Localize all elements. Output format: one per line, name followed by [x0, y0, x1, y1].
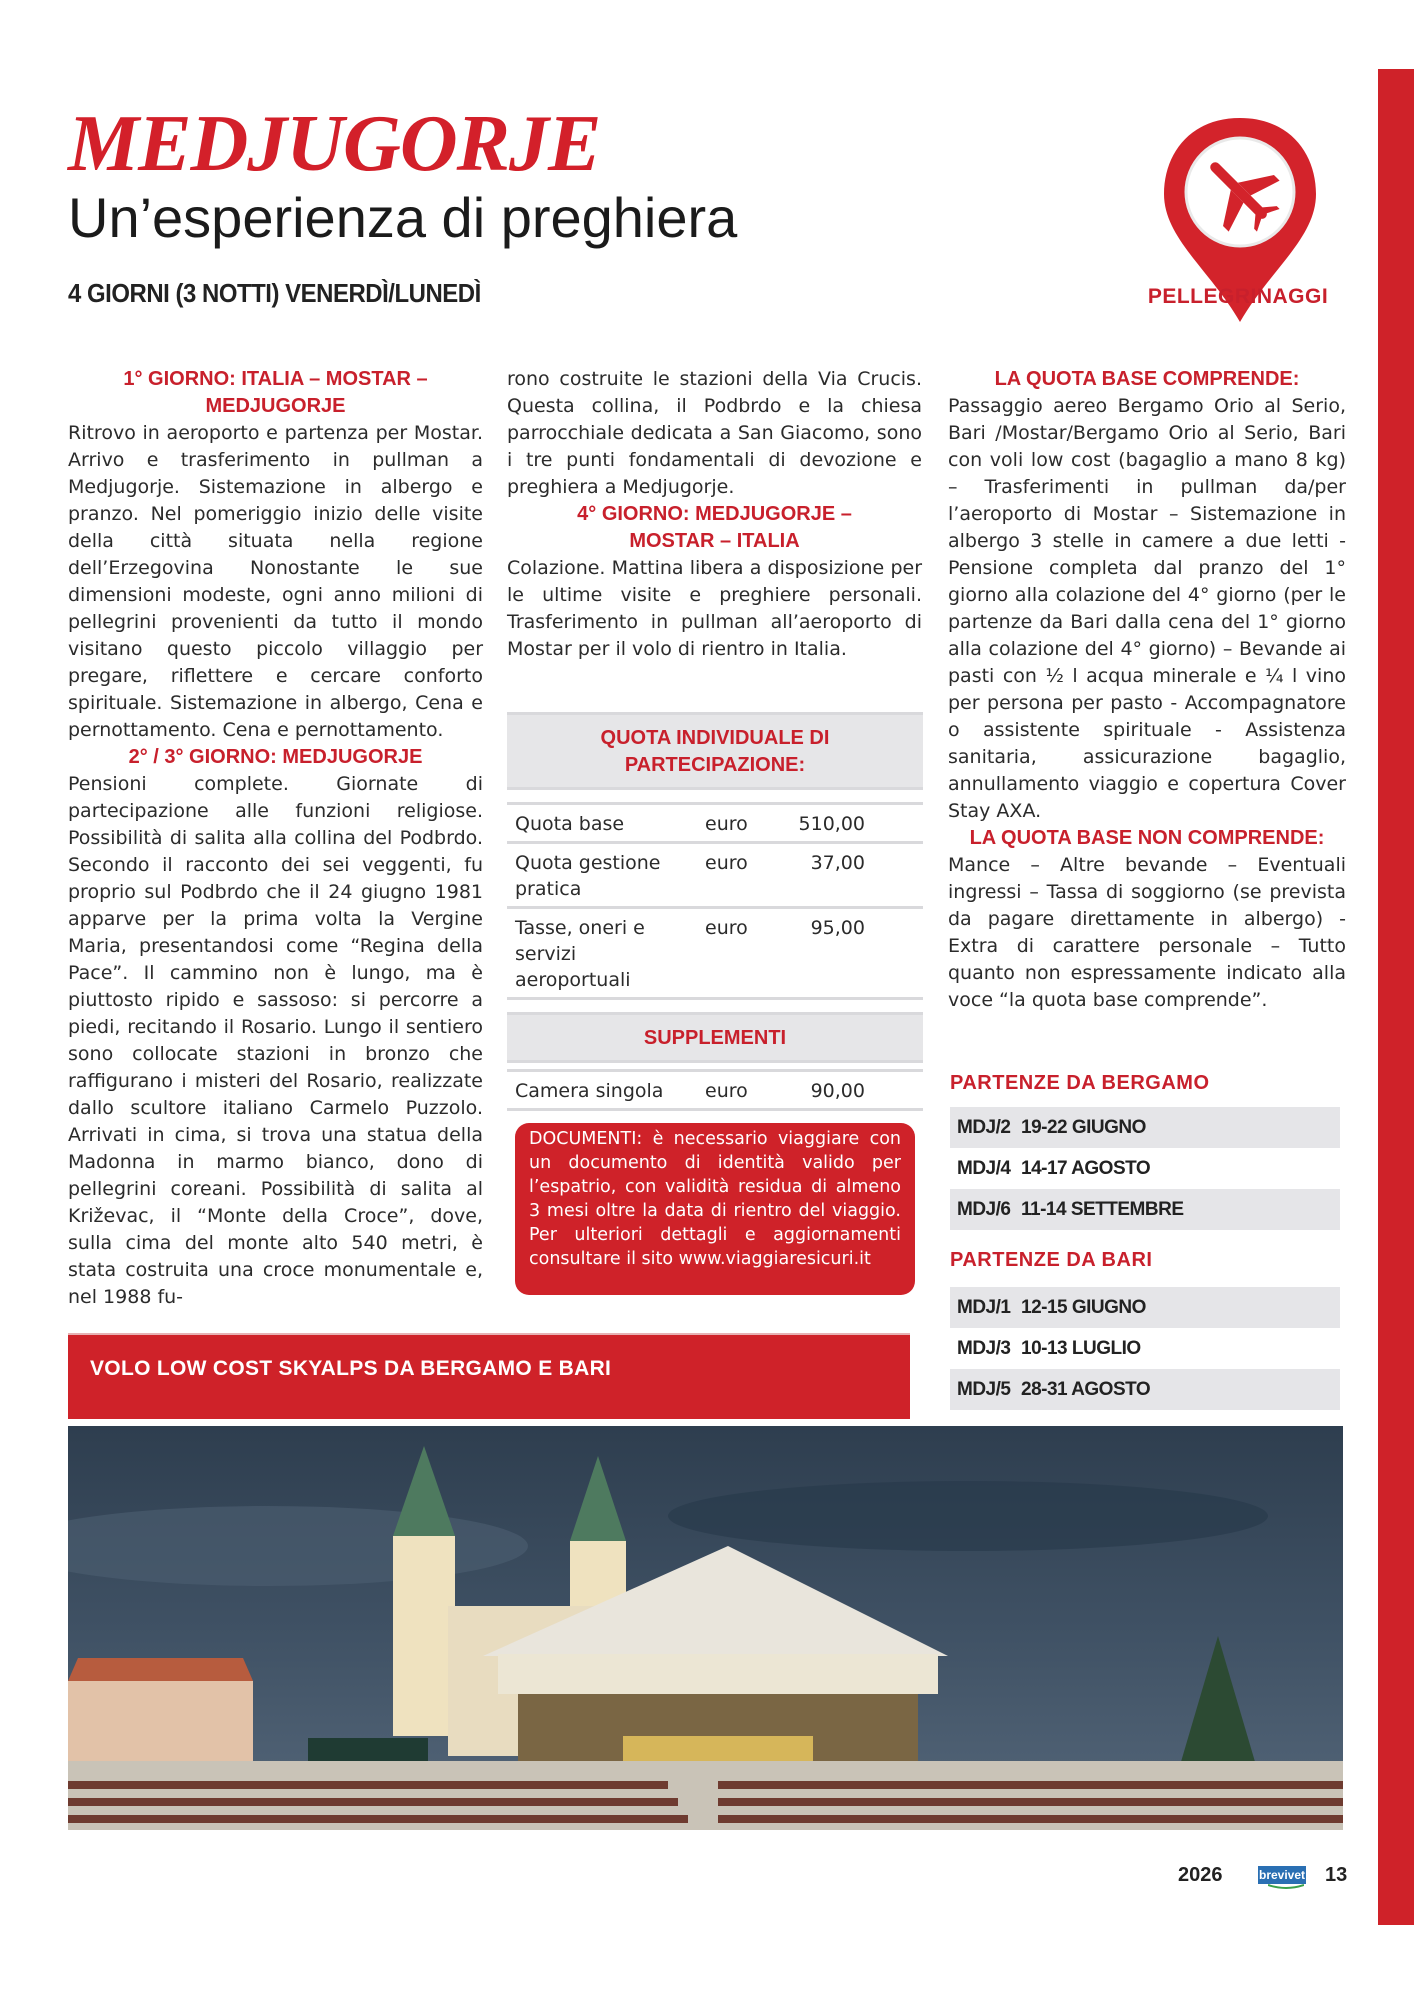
departures-bergamo-list	[950, 1107, 1340, 1230]
departure-code: MDJ/3	[957, 1338, 1011, 1359]
price-value: 95,00	[810, 917, 865, 939]
documents-note-text: DOCUMENTI: è necessario viaggiare con un documento di identità valido per l’espatrio, con validità residua di almeno 3 mesi oltre la data di rientro del viaggio. Per ulteriori dettagli e aggiornamenti consultare il sito www.viaggiaresicuri.it	[529, 1129, 901, 1269]
departure-code: MDJ/6	[957, 1199, 1011, 1220]
day-2-3-text: Pensioni complete. Giornate di partecipazione alle funzioni religiose. Possibilità di salita alla collina del Podbrdo. Secondo il racconto dei sei veggenti, fu proprio sul Podbrdo che il 24 giugno 1981 apparve per la prima volta la Vergine Maria, presentandosi come “Regina della Pace”. Il cammino non è lungo, ma è piuttosto ripido e sassoso: si percorre a piedi, recitando il Rosario. Lungo il sentiero sono collocate stazioni in bronzo che raffigurano i misteri del Rosario, realizzate dallo scultore italiano Carmelo Puzzolo. Arrivati in cima, si trova una statua della Madonna in marmo bianco, dono di pellegrini coreani. Possibilità di salita al Križevac, il “Monte della Croce”, dove, sulla cima del monte alto 540 metri, è stata costruita una croce monumentale e, nel 1988 fu-	[68, 773, 483, 1308]
includes-text: Passaggio aereo Bergamo Orio al Serio, Bari /Mostar/Bergamo Orio al Serio, Bari con voli low cost (bagaglio a mano 8 kg) – Trasferimenti in pullman da/per l’aeroporto di Mostar – Sistemazione in albergo 3 stelle in camere a due letti - Pensione completa dal pranzo del 1° giorno alla colazione del 4° giorno (per le partenze da Bari dalla cena del 1° giorno alla colazione del 4° giorno) – Bevande ai pasti con ½ l acqua minerale e ¼ l vino per persona per pasto - Accompagnatore o assistente spirituale - Assistenza sanitaria, assicurazione bagaglio, annullamento viaggio e copertura Cover Stay AXA.	[948, 395, 1346, 822]
departure-row	[950, 1328, 1340, 1369]
supplements-heading: SUPPLEMENTI	[507, 1012, 923, 1063]
day-1-text: Ritrovo in aeroporto e partenza per Mostar. Arrivo e trasferimento in pullman a Medjugorje. Sistemazione in albergo e pranzo. Nel pomeriggio inizio delle visite della città situata nella regione dell’Erzegovina Nonostante le sue dimensioni modeste, ogni anno milioni di pellegrini provenienti da tutto il mondo visitano questo piccolo villaggio per pregare, riflettere e cercare conforto spirituale. Sistemazione in albergo, Cena e pernottamento. Cena e pernottamento.	[68, 422, 483, 741]
side-accent-bar	[1378, 69, 1414, 1925]
price-label: Tasse, oneri e servizi aeroportuali	[515, 917, 645, 991]
pricing-heading: QUOTA INDIVIDUALE DI PARTECIPAZIONE:	[507, 712, 923, 790]
price-rows	[507, 802, 923, 1000]
departure-row	[950, 1287, 1340, 1328]
supplement-rows	[507, 1069, 923, 1111]
day-4-text: Colazione. Mattina libera a disposizione per le ultime visite e preghiere personali. Trasferimento in pullman all’aeroporto di Mostar per il volo di rientro in Italia.	[507, 557, 922, 660]
logo-swoosh-icon	[1268, 1884, 1304, 1890]
trip-duration: 4 GIORNI (3 NOTTI) VENERDÌ/LUNEDÌ	[68, 278, 481, 308]
day-2-3-text-continued: rono costruite le stazioni della Via Crucis. Questa collina, il Podbrdo e la chiesa parrocchiale dedicata a San Giacomo, sono i tre punti fondamentali di devozione e preghiera a Medjugorje.	[507, 368, 922, 498]
departure-dates: 11-14 SETTEMBRE	[1021, 1199, 1184, 1220]
category-label: PELLEGRINAGGI	[1147, 285, 1329, 308]
flight-banner-text: VOLO LOW COST SKYALPS DA BERGAMO E BARI	[90, 1357, 612, 1380]
departures-bergamo-title: PARTENZE DA BERGAMO	[950, 1072, 1210, 1094]
price-row	[507, 844, 923, 909]
price-currency: euro	[705, 852, 748, 874]
departure-row	[950, 1189, 1340, 1230]
price-row	[507, 909, 923, 1000]
day-1-heading: 1° GIORNO: ITALIA – MOSTAR – MEDJUGORJE	[123, 368, 428, 417]
price-label: Quota base	[515, 813, 625, 835]
price-value: 37,00	[810, 852, 865, 874]
supplement-value: 90,00	[810, 1080, 865, 1102]
includes-heading: LA QUOTA BASE COMPRENDE:	[994, 368, 1300, 390]
departure-row	[950, 1148, 1340, 1189]
itinerary-column-1	[68, 366, 483, 1311]
flight-banner	[68, 1333, 910, 1419]
price-currency: euro	[705, 813, 748, 835]
departure-dates: 19-22 GIUGNO	[1021, 1117, 1146, 1138]
church-photo	[68, 1426, 1343, 1830]
departure-code: MDJ/1	[957, 1297, 1011, 1318]
page-title: MEDJUGORJE	[68, 100, 601, 188]
price-value: 510,00	[798, 813, 865, 835]
day-2-3-heading: 2° / 3° GIORNO: MEDJUGORJE	[128, 746, 423, 768]
departure-code: MDJ/2	[957, 1117, 1011, 1138]
departure-dates: 14-17 AGOSTO	[1021, 1158, 1151, 1179]
departure-row	[950, 1107, 1340, 1148]
price-row	[507, 805, 923, 844]
excludes-text: Mance – Altre bevande – Eventuali ingressi – Tassa di soggiorno (se prevista da pagare direttamente in albergo) - Extra di carattere personale – Tutto quanto non espressamente indicato alla voce “la quota base comprende”.	[948, 854, 1346, 1011]
departure-row	[950, 1369, 1340, 1410]
documents-note	[515, 1123, 915, 1295]
inclusions-column	[948, 366, 1346, 1014]
departure-code: MDJ/5	[957, 1379, 1011, 1400]
day-4-heading: 4° GIORNO: MEDJUGORJE – MOSTAR – ITALIA	[577, 503, 852, 552]
page-subtitle: Un’esperienza di preghiera	[68, 186, 738, 249]
brevivet-logo: brevivet	[1258, 1868, 1306, 1882]
departure-dates: 10-13 LUGLIO	[1021, 1338, 1141, 1359]
page-number: 13	[1325, 1864, 1348, 1886]
departure-code: MDJ/4	[957, 1158, 1011, 1179]
departure-dates: 28-31 AGOSTO	[1021, 1379, 1151, 1400]
supplement-row	[507, 1072, 923, 1111]
pricing-table	[507, 712, 923, 1111]
departure-dates: 12-15 GIUGNO	[1021, 1297, 1146, 1318]
supplement-currency: euro	[705, 1080, 748, 1102]
supplement-label: Camera singola	[515, 1080, 664, 1102]
itinerary-column-2	[507, 366, 922, 663]
price-currency: euro	[705, 917, 748, 939]
excludes-heading: LA QUOTA BASE NON COMPRENDE:	[969, 827, 1325, 849]
footer-year: 2026	[1178, 1864, 1223, 1886]
departures-bari-title: PARTENZE DA BARI	[950, 1249, 1153, 1271]
departures-bari-list	[950, 1287, 1340, 1410]
price-label: Quota gestione pratica	[515, 852, 661, 900]
